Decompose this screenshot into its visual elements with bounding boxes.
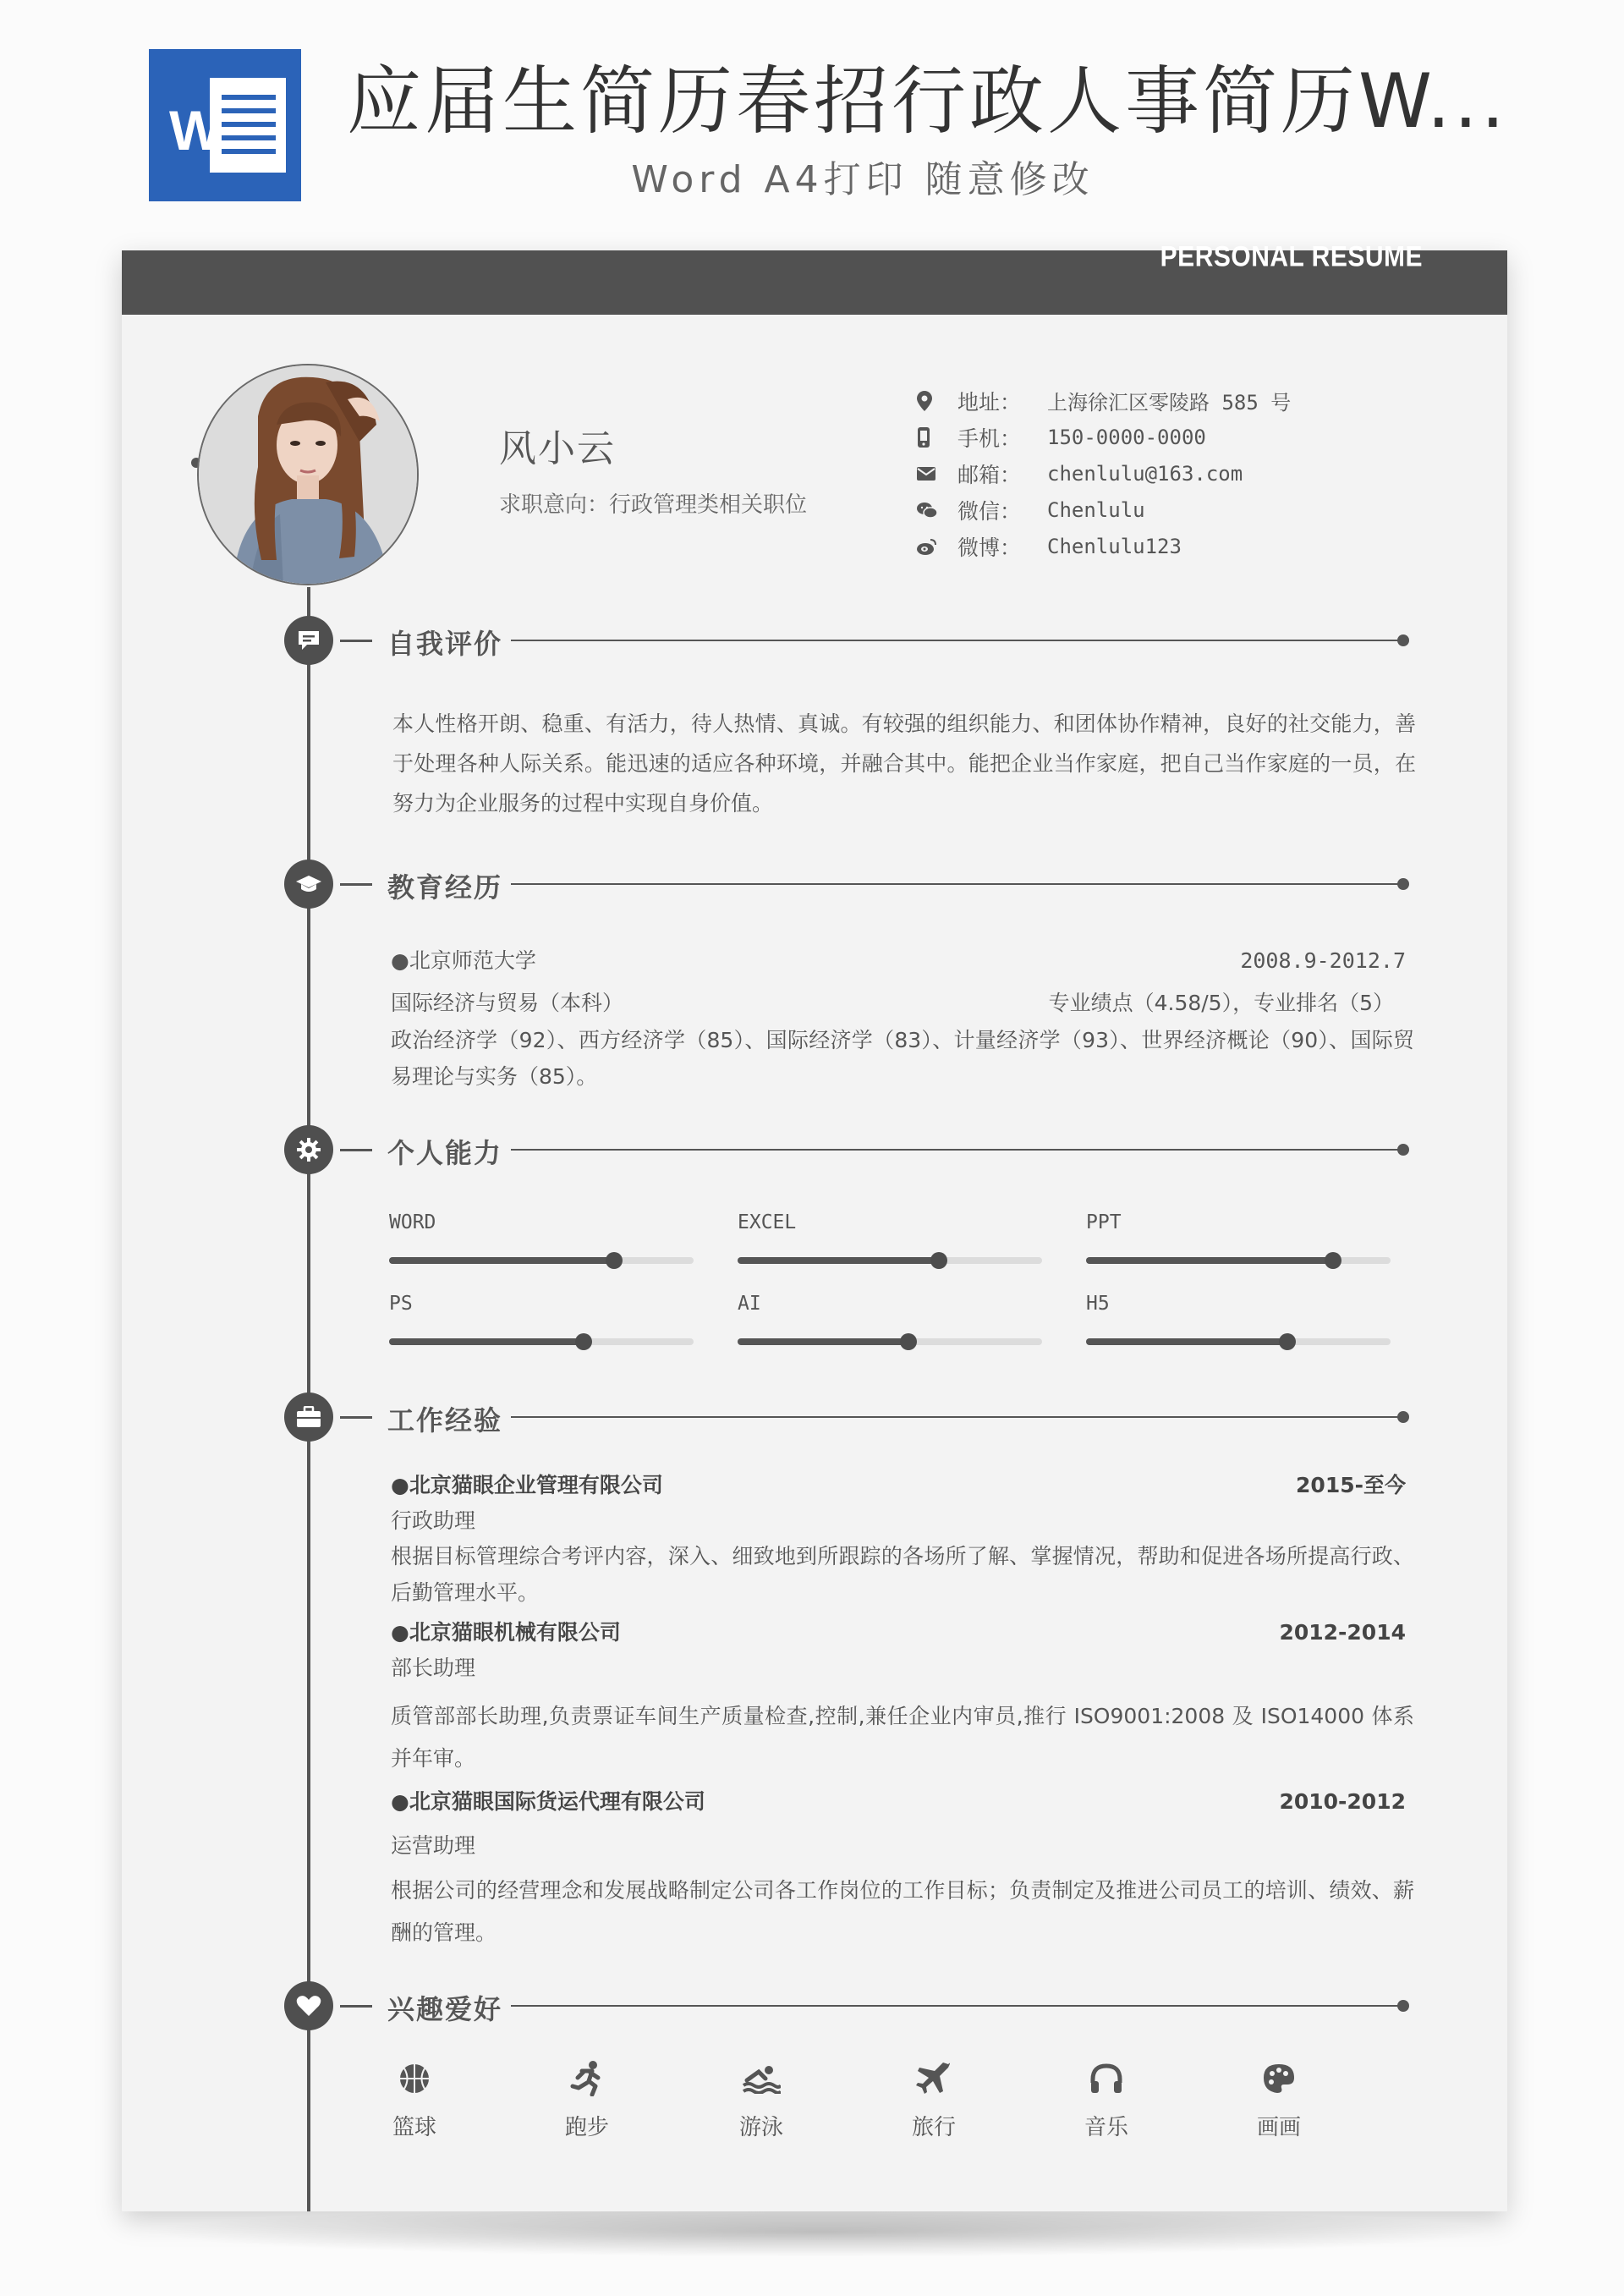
- contact-list: [917, 382, 1291, 564]
- phone-value: 150-0000-0000: [1047, 425, 1206, 449]
- resume-header-bar: [122, 240, 1507, 315]
- skill-excel: EXCEL: [738, 1211, 1042, 1279]
- skill-knob: [1279, 1333, 1296, 1350]
- contact-weibo: 微博： Chenlulu123: [917, 528, 1291, 564]
- contact-wechat: 微信： Chenlulu: [917, 492, 1291, 528]
- skill-knob: [900, 1333, 917, 1350]
- hobby-swimming: 游泳: [719, 2057, 804, 2159]
- phone-icon: [917, 426, 951, 449]
- job-header: [391, 1787, 1406, 1817]
- airplane-icon: [892, 2057, 976, 2100]
- graduation-cap-icon: [284, 860, 333, 909]
- section-title: 工作经验: [387, 1404, 503, 1436]
- wechat-value: Chenlulu: [1047, 497, 1145, 522]
- mail-icon: [917, 462, 951, 486]
- skill-bar: [1086, 1338, 1391, 1345]
- address-value: 上海徐汇区零陵路 585 号: [1047, 391, 1292, 415]
- section-title: 教育经历: [387, 871, 503, 904]
- job-period: 2010-2012: [1279, 1789, 1406, 1814]
- job-role-row: [391, 1506, 1406, 1536]
- job-header: [391, 1618, 1406, 1648]
- job-role: 运营助理: [391, 1833, 476, 1858]
- hobby-basketball: 篮球: [372, 2057, 457, 2159]
- skill-knob: [1325, 1252, 1341, 1269]
- job-description: 根据公司的经营理念和发展战略制定公司各工作岗位的工作目标；负责制定及推进公司员工的培训、绩效、薪酬的管理。: [391, 1878, 1414, 1945]
- skill-ps: PS: [389, 1293, 694, 1360]
- skill-knob: [575, 1333, 592, 1350]
- hobby-travel: 旅行: [892, 2057, 976, 2159]
- section-title: 自我评价: [387, 628, 503, 660]
- section-education: [284, 860, 1553, 910]
- section-work-experience: [284, 1392, 1553, 1443]
- skill-bar: [389, 1257, 694, 1264]
- education-courses: 政治经济学（92）、西方经济学（85）、国际经济学（83）、计量经济学（93）、世界经济概论（90）、国际贸易理论与实务（85）。: [391, 1028, 1414, 1089]
- resume-page: [122, 240, 1507, 2211]
- gear-icon: [284, 1125, 333, 1174]
- skill-bar: [738, 1257, 1042, 1264]
- skill-ai: AI: [738, 1293, 1042, 1360]
- education-school-row: [391, 946, 1406, 976]
- email-value[interactable]: chenlulu@163.com: [1047, 461, 1243, 486]
- resume-header-tag: PERSONAL RESUME: [1160, 240, 1423, 273]
- section-title: 个人能力: [387, 1137, 503, 1169]
- heart-icon: [284, 1981, 333, 2030]
- paper-shadow: [144, 2206, 1497, 2257]
- hobby-painting: 画画: [1237, 2057, 1321, 2159]
- job-period: 2015-至今: [1296, 1473, 1406, 1497]
- job-description: 质管部部长助理,负责票证车间生产质量检查,控制,兼任企业内审员,推行 ISO9001:2008 及 ISO14000 体系并年审。: [391, 1704, 1414, 1771]
- word-logo-letter: W: [169, 99, 221, 162]
- swimming-icon: [719, 2057, 804, 2100]
- location-icon: [917, 389, 951, 413]
- job-intent: 求职意向：行政管理类相关职位: [499, 492, 808, 518]
- hobby-running: 跑步: [545, 2057, 629, 2159]
- candidate-name: 风小云: [499, 427, 616, 470]
- company-name: ●北京猫眼国际货运代理有限公司: [391, 1789, 705, 1814]
- job-period: 2012-2014: [1279, 1620, 1406, 1645]
- palette-icon: [1237, 2057, 1321, 2100]
- education-major-row: [391, 988, 1406, 1019]
- document-title: 应届生简历春招行政人事简历W...: [347, 58, 1508, 145]
- job-role: 部长助理: [391, 1656, 476, 1680]
- hobby-music: 音乐: [1064, 2057, 1149, 2159]
- skill-bar: [738, 1338, 1042, 1345]
- section-self-evaluation: [284, 616, 1553, 667]
- job-role-row: [391, 1831, 1406, 1861]
- job-header: [391, 1470, 1406, 1501]
- contact-phone: 手机： 150-0000-0000: [917, 419, 1291, 455]
- skill-h5: H5: [1086, 1293, 1391, 1360]
- skill-word: WORD: [389, 1211, 694, 1279]
- avatar-photo: [197, 364, 419, 585]
- self-evaluation-text: 本人性格开朗、稳重、有活力，待人热情、真诚。有较强的组织能力、和团体协作精神，良好的社交能力，善于处理各种人际关系。能迅速的适应各种环境，并融合其中。能把企业当作家庭，把自己当作家庭的一员，在努力为企业服务的过程中实现自身价值。: [392, 711, 1416, 816]
- weibo-icon: [917, 535, 951, 558]
- skill-bar: [389, 1338, 694, 1345]
- major: 国际经济与贸易（本科）: [391, 991, 624, 1015]
- job-description: 根据目标管理综合考评内容，深入、细致地到所跟踪的各场所了解、掌握情况，帮助和促进各场所提高行政、后勤管理水平。: [391, 1544, 1414, 1605]
- document-subtitle: Word A4打印 随意修改: [631, 158, 1095, 201]
- briefcase-icon: [284, 1392, 333, 1442]
- skill-bar: [1086, 1257, 1391, 1264]
- school-name: ●北京师范大学: [391, 948, 536, 973]
- skill-knob: [606, 1252, 623, 1269]
- contact-email: 邮箱： chenlulu@163.com: [917, 455, 1291, 492]
- job-role-row: [391, 1653, 1406, 1684]
- section-skills: [284, 1125, 1553, 1176]
- skill-knob: [930, 1252, 947, 1269]
- education-period: 2008.9-2012.7: [1240, 948, 1406, 973]
- gpa-rank: 专业绩点（4.58/5），专业排名（5）: [1048, 991, 1394, 1015]
- section-title: 兴趣爱好: [387, 1993, 503, 2025]
- section-hobbies: [284, 1981, 1553, 2032]
- comment-icon: [284, 616, 333, 665]
- contact-address: 地址： 上海徐汇区零陵路 585 号: [917, 382, 1291, 419]
- company-name: ●北京猫眼企业管理有限公司: [391, 1473, 663, 1497]
- wechat-icon: [917, 498, 951, 522]
- running-icon: [545, 2057, 629, 2100]
- company-name: ●北京猫眼机械有限公司: [391, 1620, 621, 1645]
- headphones-icon: [1064, 2057, 1149, 2100]
- skill-ppt: PPT: [1086, 1211, 1391, 1279]
- basketball-icon: [372, 2057, 457, 2100]
- weibo-value: Chenlulu123: [1047, 534, 1182, 558]
- job-role: 行政助理: [391, 1508, 476, 1533]
